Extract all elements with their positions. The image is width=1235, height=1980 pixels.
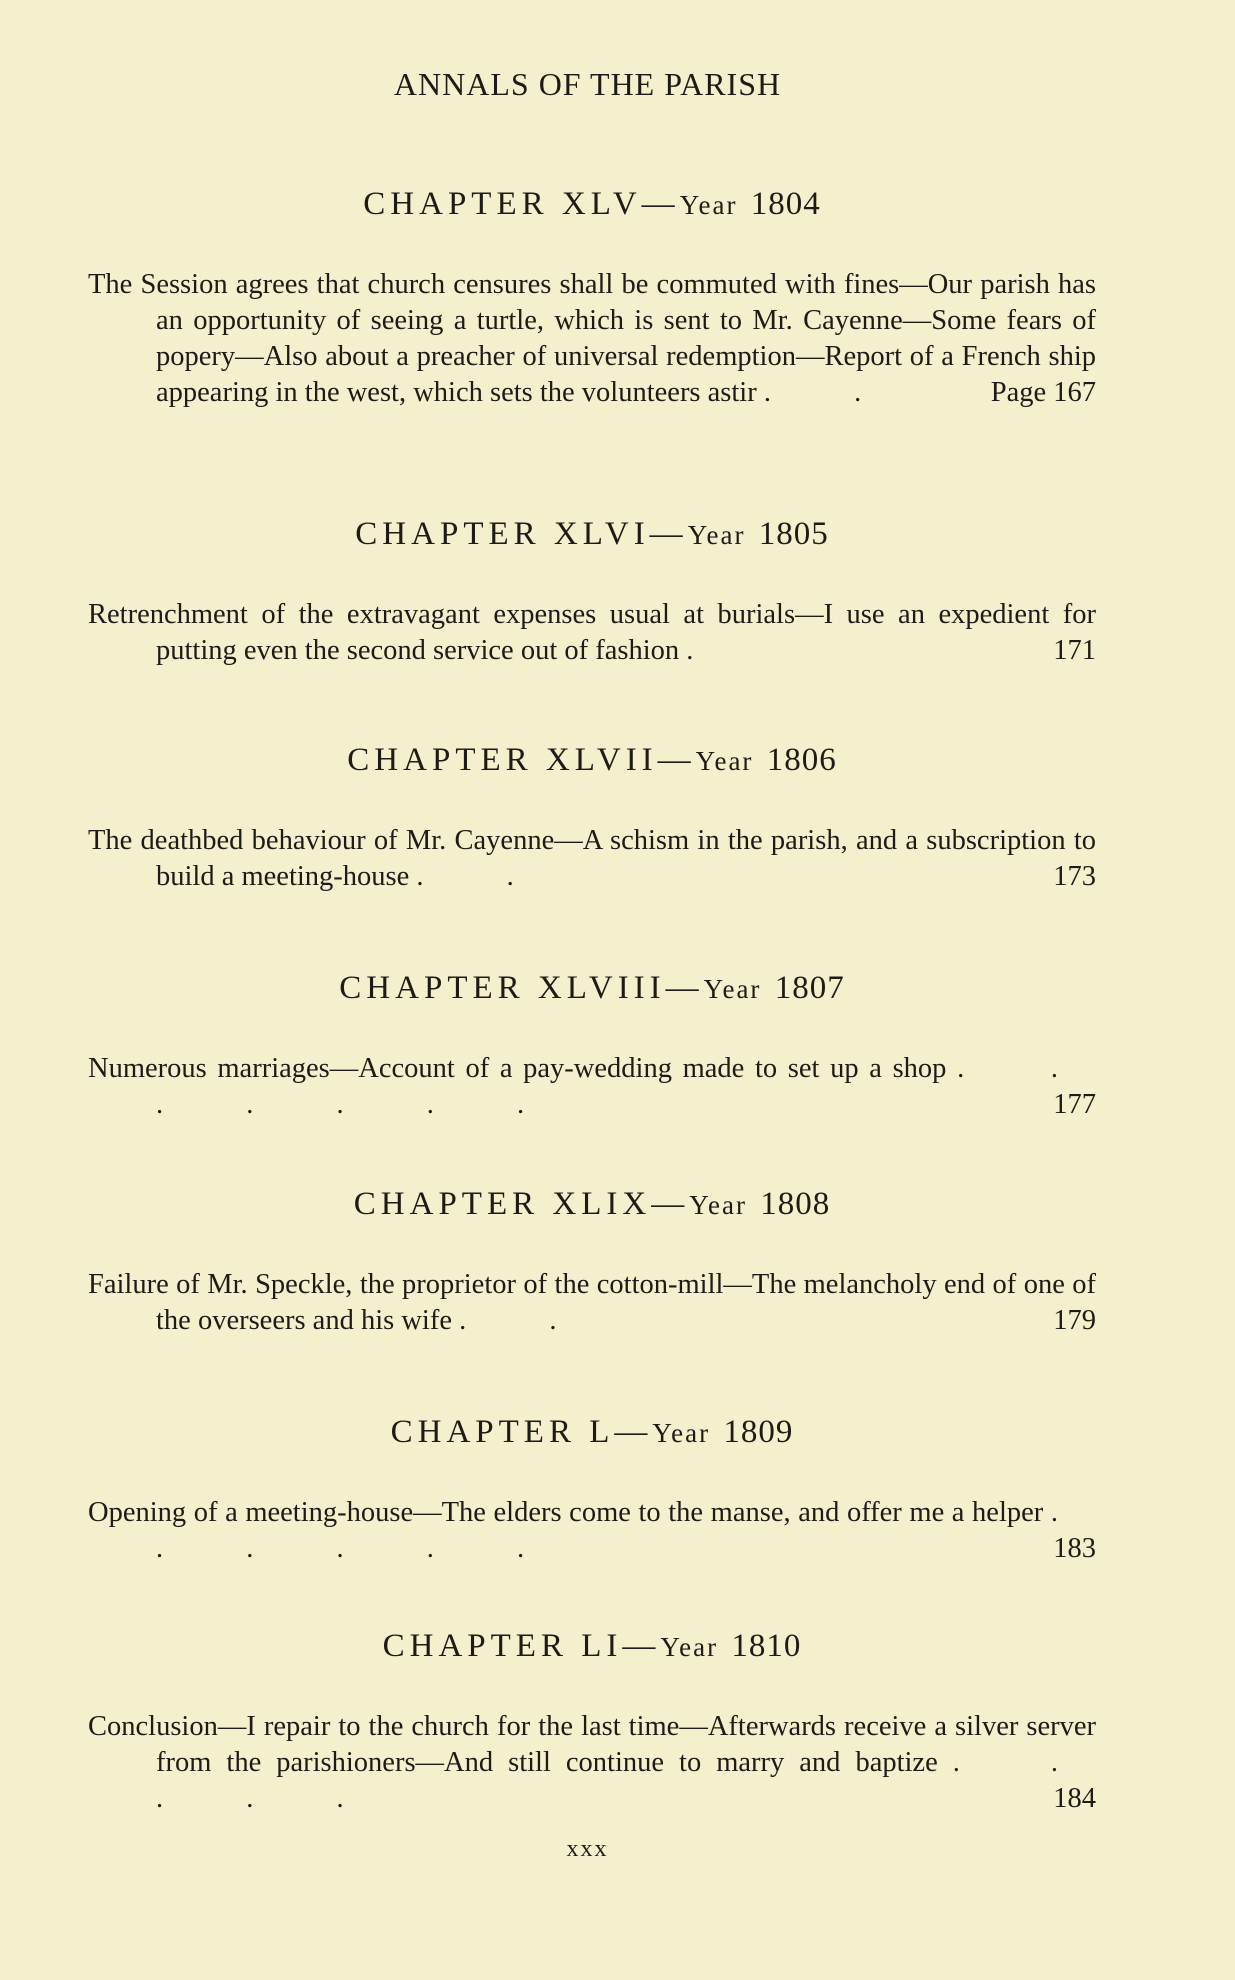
dot-leader: . . . . . . .	[156, 1053, 1097, 1120]
dot-leader: . . . . .	[156, 1747, 1097, 1814]
chapter-summary	[88, 823, 1096, 895]
chapter-number: CHAPTER LI—	[382, 1628, 661, 1664]
year-label: Year	[703, 974, 762, 1004]
dot-leader: . .	[416, 861, 552, 892]
chapter-summary	[88, 267, 1096, 411]
chapter-heading	[88, 1628, 1096, 1665]
chapter-summary	[88, 1267, 1096, 1339]
year-label: Year	[695, 746, 754, 776]
chapter-year: 1809	[723, 1414, 794, 1450]
year-label: Year	[687, 520, 746, 550]
summary-text: The deathbed behaviour of Mr. Cayenne—A schism in the parish, and a subscription to build a meeting-house	[88, 825, 1096, 892]
summary-text: Retrenchment of the extravagant expenses usual at burials—I use an expedient for putting even the second service out of fashion	[88, 599, 1096, 666]
summary-text: The Session agrees that church censures shall be commuted with fines—Our parish has an opportunity of seeing a turtle, which is sent to Mr. Cayenne—Some fears of popery—Also about a preacher of universal redemption—Report of a French ship appearing in the west, which sets the volunteers astir	[88, 269, 1096, 408]
year-label: Year	[679, 190, 738, 220]
chapter-heading	[88, 970, 1096, 1007]
dot-leader: . .	[459, 1305, 595, 1336]
chapter-number: CHAPTER XLVI—	[355, 516, 688, 552]
summary-text: Opening of a meeting-house—The elders come to the manse, and offer me a helper	[88, 1497, 1044, 1528]
page-number: 173	[1053, 861, 1096, 892]
chapter-entry	[88, 1186, 1096, 1339]
chapter-year: 1810	[731, 1628, 802, 1664]
chapter-heading	[88, 1186, 1096, 1223]
page-number: 183	[1053, 1533, 1096, 1564]
chapter-entry	[88, 516, 1096, 669]
chapter-entry	[88, 186, 1096, 411]
chapter-entry	[88, 1414, 1096, 1567]
chapter-entry	[88, 742, 1096, 895]
chapter-year: 1805	[758, 516, 829, 552]
page-number: 177	[1053, 1089, 1096, 1120]
chapter-summary	[88, 1051, 1096, 1123]
page-number: 179	[1053, 1305, 1096, 1336]
chapter-year: 1808	[760, 1186, 831, 1222]
chapter-summary	[88, 1709, 1096, 1817]
chapter-entry	[88, 1628, 1096, 1817]
summary-text: Failure of Mr. Speckle, the proprietor of the cotton-mill—The melancholy end of one of the overseers and his wife	[88, 1269, 1096, 1336]
chapter-number: CHAPTER XLVII—	[347, 742, 696, 778]
chapter-year: 1807	[774, 970, 845, 1006]
page-number: 184	[1053, 1783, 1096, 1814]
chapter-number: CHAPTER XLVIII—	[339, 970, 704, 1006]
year-label: Year	[689, 1190, 747, 1220]
page-number: 171	[1053, 635, 1096, 666]
chapter-year: 1806	[766, 742, 837, 778]
chapter-heading	[88, 742, 1096, 779]
page-folio: xxx	[566, 1836, 609, 1862]
chapter-number: CHAPTER XLV—	[363, 186, 680, 222]
summary-text: Numerous marriages—Account of a pay-wedding made to set up a shop	[88, 1053, 947, 1084]
chapter-entry	[88, 970, 1096, 1123]
chapter-heading	[88, 186, 1096, 223]
chapter-heading	[88, 1414, 1096, 1451]
year-label: Year	[660, 1632, 719, 1662]
running-head: ANNALS OF THE PARISH	[393, 66, 782, 102]
chapter-year: 1804	[750, 186, 821, 222]
chapter-number: CHAPTER L—	[390, 1414, 653, 1450]
dot-leader: . . . . . .	[156, 1497, 1096, 1564]
chapter-summary	[88, 1495, 1096, 1567]
chapter-heading	[88, 516, 1096, 553]
dot-leader: . .	[763, 377, 900, 408]
year-label: Year	[652, 1418, 711, 1448]
dot-leader: .	[686, 635, 732, 666]
chapter-summary	[88, 597, 1096, 669]
page-number: Page 167	[990, 377, 1096, 408]
summary-text: Conclusion—I repair to the church for the last time—Afterwards receive a silver server from the parishioners—And still continue to marry and baptize	[88, 1711, 1096, 1778]
chapter-number: CHAPTER XLIX—	[353, 1186, 690, 1222]
